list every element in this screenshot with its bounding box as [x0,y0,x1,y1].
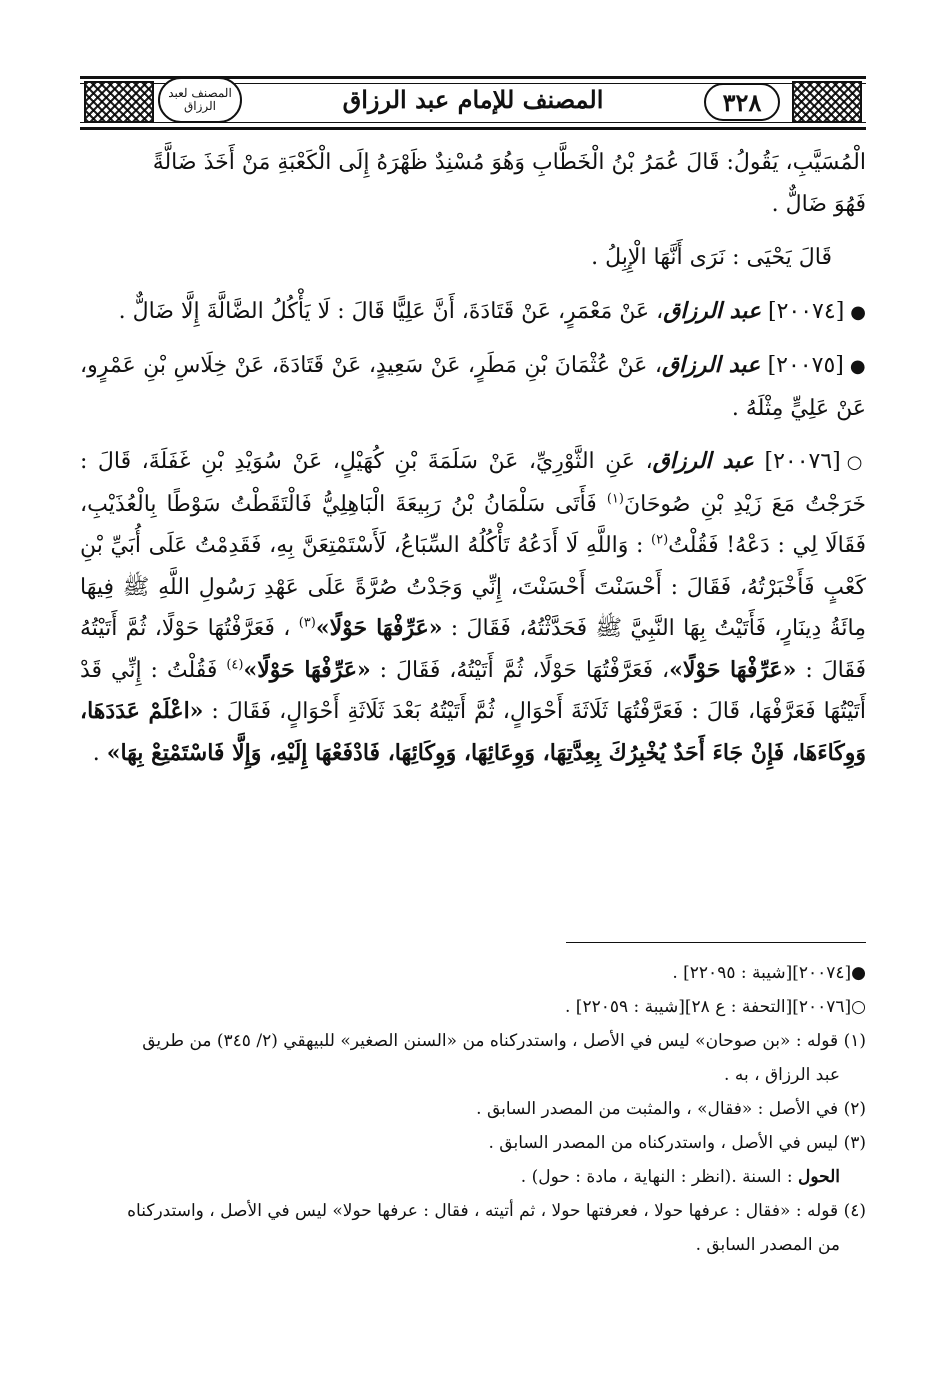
comment-yahya: قَالَ يَحْيَى : نَرَى أَنَّهَا الْإِبِلُ . [591,245,832,270]
page-header [80,76,866,130]
takhrij-20074: ●[٢٠٠٧٤][شيبة : ٢٢٠٩٥] . [672,963,866,983]
footnote-ref[interactable]: (٣) [298,615,316,631]
footnote-4-cont: من المصدر السابق . [695,1235,840,1255]
prophetic-quote: «اعْلَمْ عَدَدَهَا، وَوِكَاءَهَا، فَإِنْ جَاءَ أَحَدٌ يُخْبِرُكَ بِعِدَّتِهَا، وَوِعَائِهَا، وَوِكَائِهَا، فَادْفَعْهَا إِلَيْهِ، وَإِلَّا فَاسْتَمْتِعْ بِهَا» [80,698,866,766]
hadith-text: ، فَعَرَّفْتُهَا حَوْلًا، ثُمَّ أَتَيْتُهُ، فَقَالَ : [379,657,670,683]
seal-emblem [158,77,242,123]
takhrij-20076: ○[٢٠٠٧٦][التحفة : ع ٢٨][شيبة : ٢٢٠٥٩] . [565,997,866,1017]
ornament-right-icon [792,81,862,123]
footnote-ref[interactable]: (٢) [651,532,669,548]
hadith-number: [٢٠٠٧٥] [767,353,844,378]
hadith-20074 [80,291,866,334]
bullet-filled-icon: ● [850,301,866,323]
bullet-hollow-icon: ○ [846,452,866,473]
footnote-separator [566,942,866,943]
footnote-2: (٢) في الأصل : «فقال» ، والمثبت من المصدر السابق . [476,1099,866,1119]
hadith-20076 [80,441,866,774]
hadith-number: [٢٠٠٧٦] [764,449,841,474]
bullet-filled-icon: ● [849,356,867,377]
footnote-ref[interactable]: (٤) [226,657,244,673]
continuation-end: فَهُوَ ضَالٌّ . [771,191,866,217]
running-title: المصنف للإمام عبد الرزاق [342,85,604,114]
main-text [80,142,866,774]
footnote-3: (٣) ليس في الأصل ، واستدركناه من المصدر السابق . [488,1133,866,1153]
prophetic-quote: «عَرِّفْهَا حَوْلًا» [315,615,443,641]
ornament-left-icon [84,81,154,123]
seal-text: المصنف لعبد الرزاق [168,86,232,113]
hadith-author: عبد الرزاق [663,297,761,324]
hadith-20075 [80,345,866,429]
prophetic-quote: «عَرِّفْهَا حَوْلًا» [669,656,797,683]
hadith-text: ، فَعَرَّفْتُهَا حَوْلًا، ثُمَّ أَتَيْتُهُ فَقَالَ : [80,616,867,683]
hadith-text: فَأَتَى سَلْمَانُ بْنُ رَبِيعَةَ الْبَاهِلِيُّ فَالْتَقَطْتُ سَوْطًا بِالْعُذَيْبِ، فَقَالَا لِي : دَعْهُ! فَقُلْتُ [80,491,866,558]
hadith-number: [٢٠٠٧٤] [768,298,845,324]
page-number: ٣٢٨ [704,83,780,121]
footnote-1-cont: عبد الرزاق ، به . [724,1065,840,1085]
hadith-text: . [92,740,107,766]
hadith-text: ، عَنِ الثَّوْرِيِّ، عَنْ سَلَمَةَ بْنِ كُهَيْلٍ، عَنْ سُوَيْدِ بْنِ غَفَلَةَ، قَالَ : خَرَجْتُ مَعَ زَيْدِ بْنِ صُوحَانَ [80,449,867,517]
hadith-text: : وَاللَّهِ لَا أَدَعُهُ تَأْكُلُهُ السِّبَاعُ، لَأَسْتَمْتِعَنَّ بِهِ، فَقَدِمْتُ عَلَى أُبَيِّ بْنِ كَعْبٍ فَأَخْبَرْتُهُ، فَقَالَ : أَحْسَنْتَ أَحْسَنْتَ، إِنِّي وَجَدْتُ صُرَّةً عَلَى عَهْدِ رَسُولِ اللَّهِ ﷺ فِيهَا مِائَةُ دِينَارٍ، فَأَتَيْتُ بِهَا النَّبِيَّ ﷺ فَحَدَّثْتُهُ، فَقَالَ : [80,533,867,641]
footnotes [80,958,866,1264]
footnote-3-gloss [80,1162,866,1192]
gloss-term: الحول [797,1167,840,1187]
text-line [80,142,866,184]
gloss-definition: : السنة .(انظر : النهاية ، مادة : حول) . [520,1167,793,1187]
hadith-author: عبد الرزاق [652,448,754,474]
prophetic-quote: «عَرِّفْهَا حَوْلًا» [243,656,371,683]
hadith-author: عبد الرزاق [661,352,761,378]
footnote-4: (٤) قوله : «فقال : عرفها حولا ، فعرفتها حولا ، ثم أتيته ، فقال : عرفها حولا» ليس في الأصل ، واستدركناه [127,1201,866,1221]
footnote-ref[interactable]: (١) [606,491,624,507]
continuation-text: الْمُسَيَّبِ، يَقُولُ: قَالَ عُمَرُ بْنُ الْخَطَّابِ وَهُوَ مُسْنِدٌ ظَهْرَهُ إِلَى الْكَعْبَةِ مَنْ أَخَذَ ضَالَّةً [152,150,866,175]
footnote-1: (١) قوله : «بن صوحان» ليس في الأصل ، واستدركناه من «السنن الصغير» للبيهقي (٢/ ٣٤٥) من طريق [142,1031,866,1051]
hadith-text: ، عَنْ مَعْمَرٍ، عَنْ قَتَادَةَ، أَنَّ عَلِيًّا قَالَ : لَا يَأْكُلُ الضَّالَّةَ إِلَّا ضَالٌّ . [118,298,664,324]
hadith-text: ، عَنْ عُثْمَانَ بْنِ مَطَرٍ، عَنْ سَعِيدٍ، عَنْ قَتَادَةَ، عَنْ خِلَاسِ بْنِ عَمْرٍو، عَنْ عَلِيٍّ مِثْلَهُ . [80,353,866,421]
text-line [80,184,866,226]
hadith-text: فَقُلْتُ : إِنِّي قَدْ أَتَيْتُهَا فَعَرَّفْهَا، قَالَ : فَعَرَّفْتُهَا ثَلَاثَةَ أَحْوَالٍ، ثُمَّ أَتَيْتُهُ بَعْدَ ثَلَاثَةِ أَحْوَالٍ، فَقَالَ : [80,657,867,724]
